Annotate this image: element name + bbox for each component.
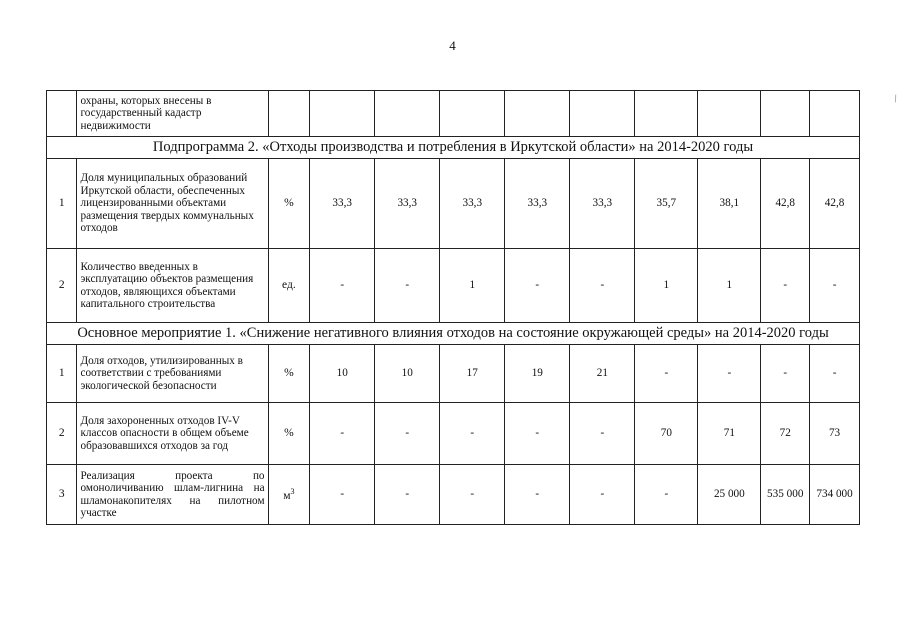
unit-label: % [284, 367, 294, 380]
value-cell: 1 [440, 249, 505, 323]
table-body [47, 91, 860, 525]
value-cell: - [570, 465, 635, 525]
indicators-table [46, 90, 860, 525]
value-cell: - [570, 249, 635, 323]
value-cell: 38,1 [698, 159, 761, 249]
value-cell [570, 91, 635, 137]
indicator-name: Реализация проекта по омоноличиванию шлам-лигнина на шламонакопителях на пилотном участке [77, 465, 268, 525]
table-row [47, 249, 860, 323]
value-cell: - [310, 465, 375, 525]
unit-cell [268, 91, 310, 137]
unit-cell [268, 159, 310, 249]
unit-cell [268, 345, 310, 403]
value-cell [440, 91, 505, 137]
row-number: 2 [47, 403, 77, 465]
value-cell: - [761, 345, 810, 403]
unit-label: ед. [282, 279, 296, 292]
value-cell: 19 [505, 345, 570, 403]
value-cell: - [635, 465, 698, 525]
row-number: 1 [47, 159, 77, 249]
section-row [47, 137, 860, 159]
page-number: 4 [449, 38, 456, 53]
unit-label: % [284, 427, 294, 440]
margin-mark: \ [892, 92, 900, 106]
value-cell: - [505, 249, 570, 323]
value-cell: 10 [375, 345, 440, 403]
table-row [47, 403, 860, 465]
value-cell: 10 [310, 345, 375, 403]
value-cell: 70 [635, 403, 698, 465]
value-cell: - [810, 345, 860, 403]
value-cell: - [810, 249, 860, 323]
section-title: Основное мероприятие 1. «Снижение негативного влияния отходов на состояние окружающей среды» на 2014-2020 годы [47, 323, 860, 345]
value-cell: 33,3 [570, 159, 635, 249]
value-cell: 33,3 [310, 159, 375, 249]
indicator-name: охраны, которых внесены в государственный кадастр недвижимости [77, 91, 268, 137]
value-cell: - [505, 403, 570, 465]
value-cell: 42,8 [810, 159, 860, 249]
value-cell: - [635, 345, 698, 403]
value-cell: - [440, 403, 505, 465]
value-cell: 42,8 [761, 159, 810, 249]
value-cell [310, 91, 375, 137]
table-row [47, 345, 860, 403]
value-cell [761, 91, 810, 137]
value-cell: - [375, 403, 440, 465]
section-title: Подпрограмма 2. «Отходы производства и потребления в Иркутской области» на 2014-2020 годы [47, 137, 860, 159]
value-cell: 1 [635, 249, 698, 323]
row-number: 2 [47, 249, 77, 323]
value-cell [635, 91, 698, 137]
value-cell: 17 [440, 345, 505, 403]
value-cell: 535 000 [761, 465, 810, 525]
value-cell: 33,3 [375, 159, 440, 249]
unit-cell [268, 249, 310, 323]
unit-superscript: 3 [290, 487, 295, 497]
unit-label: % [284, 197, 294, 210]
section-row [47, 323, 860, 345]
value-cell: 734 000 [810, 465, 860, 525]
row-number [47, 91, 77, 137]
indicator-name: Доля отходов, утилизированных в соответствии с требованиями экологической безопасности [77, 345, 268, 403]
value-cell: - [761, 249, 810, 323]
value-cell: 35,7 [635, 159, 698, 249]
indicator-name: Количество введенных в эксплуатацию объектов размещения отходов, являющихся объектами капитального строительства [77, 249, 268, 323]
value-cell: 33,3 [505, 159, 570, 249]
value-cell: - [505, 465, 570, 525]
value-cell: - [310, 403, 375, 465]
value-cell: 1 [698, 249, 761, 323]
value-cell [505, 91, 570, 137]
value-cell: - [440, 465, 505, 525]
indicator-name: Доля захороненных отходов IV-V классов опасности в общем объеме образовавшихся отходов за год [77, 403, 268, 465]
value-cell: 72 [761, 403, 810, 465]
table-row [47, 159, 860, 249]
unit-label: м [283, 490, 291, 503]
row-number: 1 [47, 345, 77, 403]
value-cell: - [570, 403, 635, 465]
table-row [47, 465, 860, 525]
value-cell: - [698, 345, 761, 403]
unit-cell [268, 403, 310, 465]
value-cell [698, 91, 761, 137]
value-cell: 71 [698, 403, 761, 465]
value-cell [375, 91, 440, 137]
value-cell: 21 [570, 345, 635, 403]
unit-cell [268, 465, 310, 525]
table-row [47, 91, 860, 137]
value-cell: - [310, 249, 375, 323]
value-cell: 25 000 [698, 465, 761, 525]
indicator-name: Доля муниципальных образований Иркутской области, обеспеченных лицензированными объектами размещения твердых коммунальных отходов [77, 159, 268, 249]
value-cell: - [375, 249, 440, 323]
value-cell: - [375, 465, 440, 525]
value-cell: 73 [810, 403, 860, 465]
row-number: 3 [47, 465, 77, 525]
value-cell [810, 91, 860, 137]
value-cell: 33,3 [440, 159, 505, 249]
